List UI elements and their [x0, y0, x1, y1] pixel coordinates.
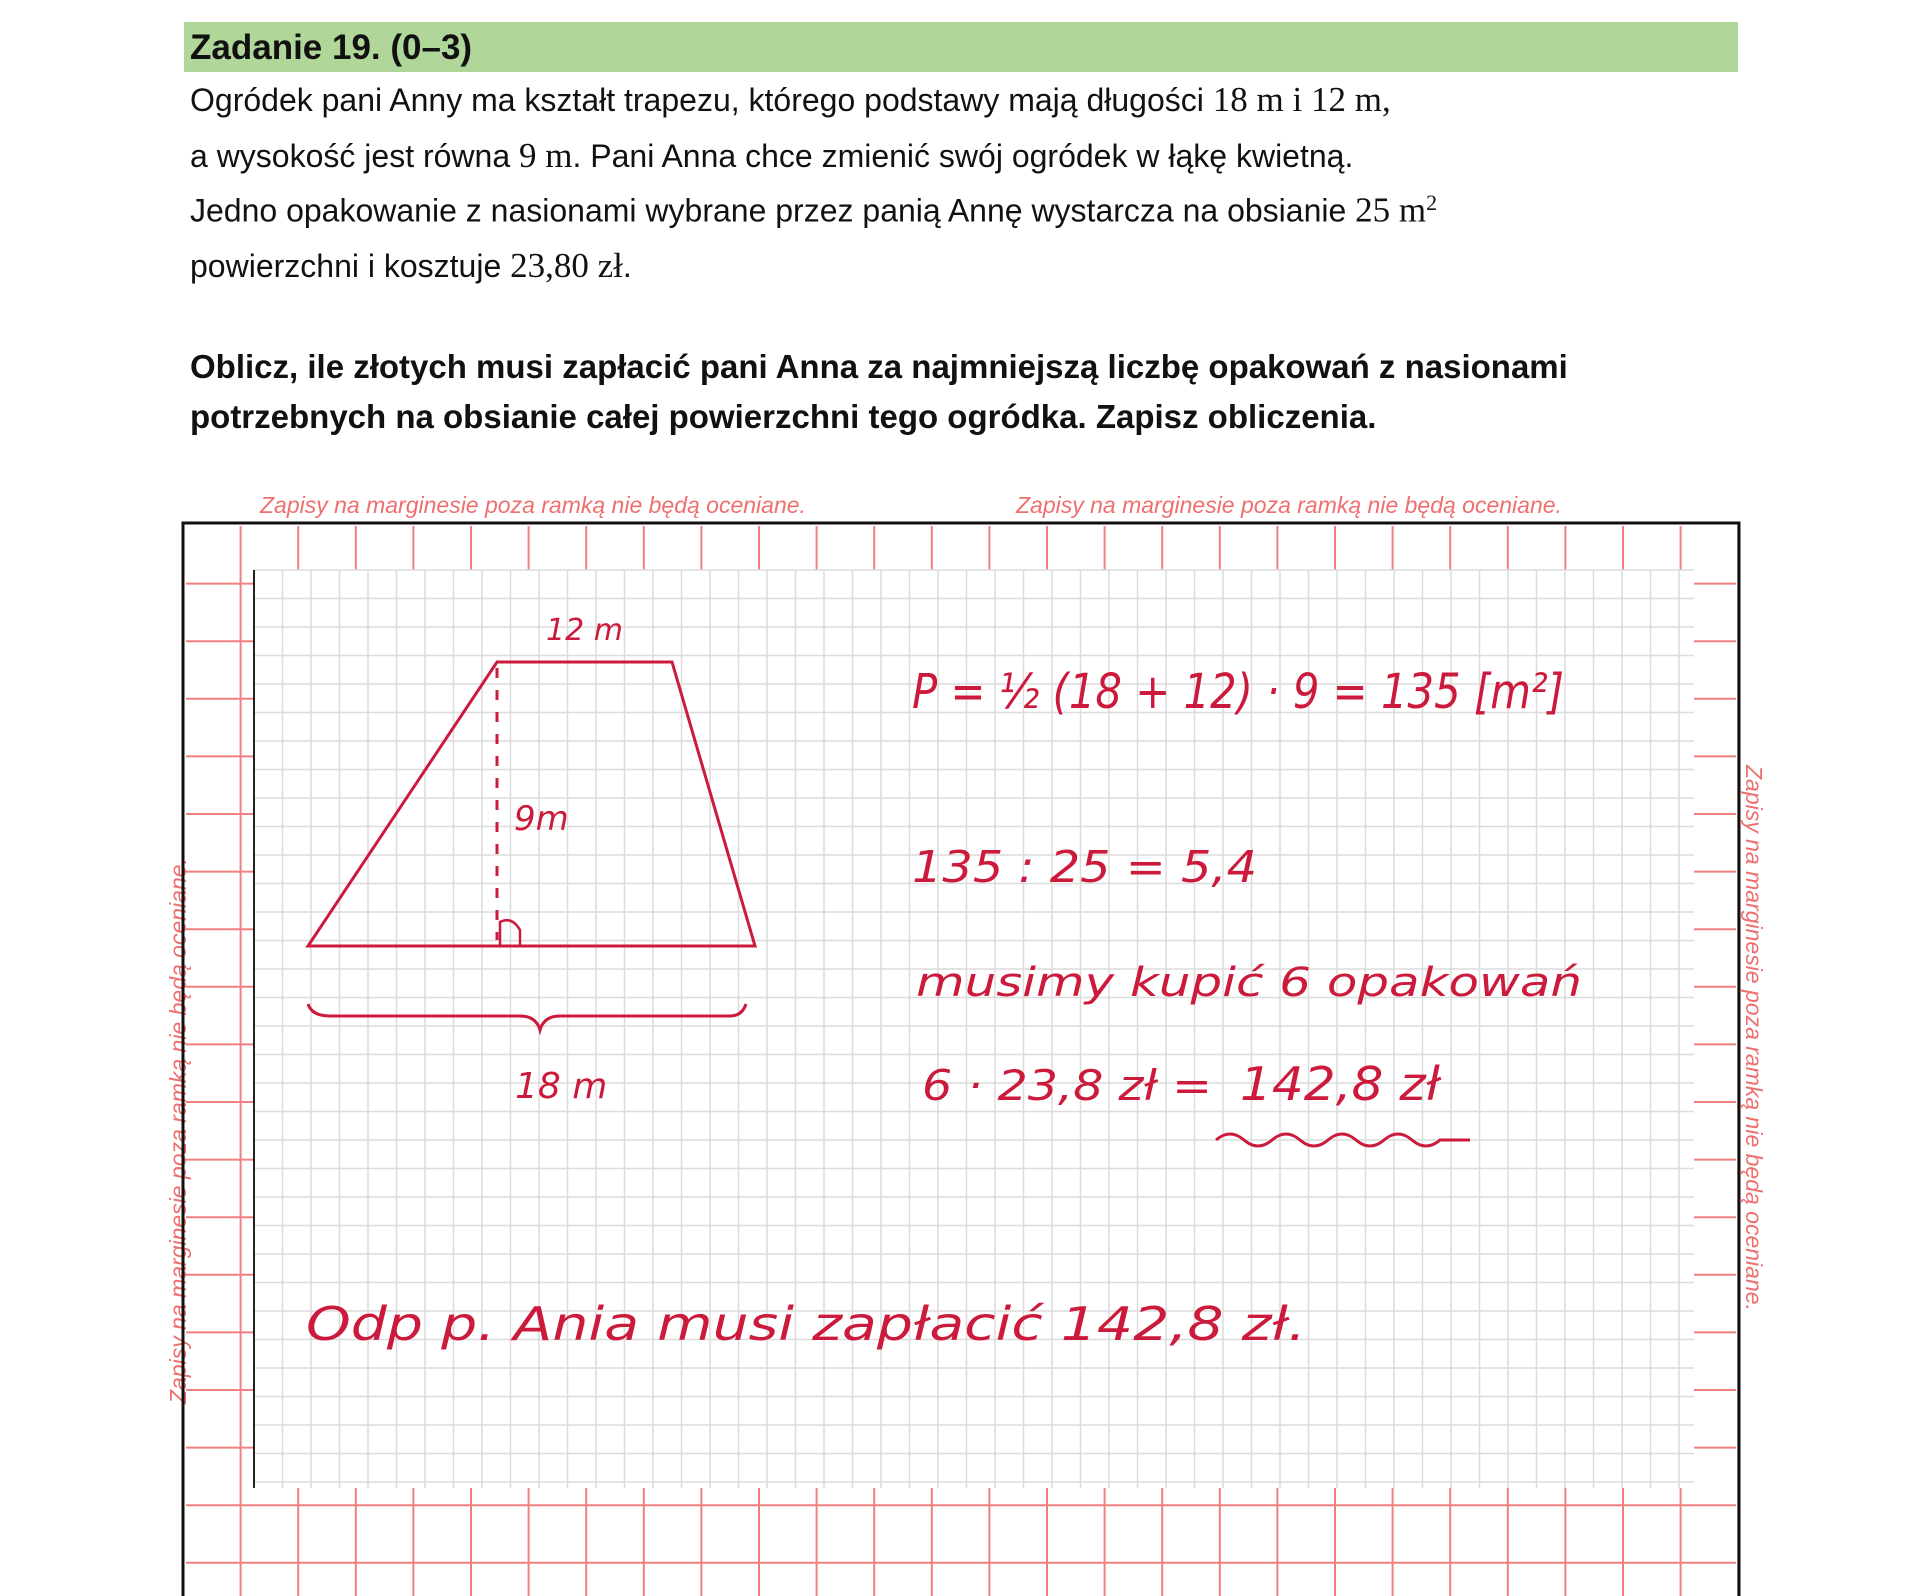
instruction-line-2: potrzebnych na obsianie całej powierzchni tego ogródka. Zapisz obliczenia. — [190, 398, 1377, 435]
margin-note-top-right: Zapisy na marginesie poza ramką nie będą oceniane. — [1016, 492, 1562, 518]
task-title: Zadanie 19. (0–3) — [190, 28, 473, 67]
division-calculation: 135 : 25 = 5,4 — [912, 842, 1257, 893]
margin-note-right: Zapisy na marginesie poza ramką nie będą oceniane. — [1741, 765, 1767, 1311]
margin-note-left: Zapisy na marginesie poza ramką nie będą oceniane. — [165, 858, 191, 1404]
label-top-base: 12 m — [546, 613, 623, 648]
area-calculation: P = ½ (18 + 12) · 9 = 135 [m²] — [912, 664, 1564, 720]
instruction-line-1: Oblicz, ile złotych musi zapłacić pani Anna za najmniejszą liczbę opakowań z nasionami — [190, 348, 1568, 385]
packages-note: musimy kupić 6 opakowań — [916, 960, 1582, 1006]
task-text-line-1: Ogródek pani Anny ma kształt trapezu, którego podstawy mają długości 18 m i 12 m, — [190, 80, 1391, 119]
margin-note-top-left: Zapisy na marginesie poza ramką nie będą oceniane. — [260, 492, 806, 518]
cost-result: 142,8 zł — [1240, 1057, 1442, 1111]
task-text-line-4: powierzchni i kosztuje 23,80 zł. — [190, 246, 632, 285]
task-text-line-2: a wysokość jest równa 9 m. Pani Anna chce zmienić swój ogródek w łąkę kwietną. — [190, 136, 1354, 175]
task-text-line-3: Jedno opakowanie z nasionami wybrane przez panią Annę wystarcza na obsianie 25 $m^2$ — [190, 190, 1438, 230]
answer-sentence: Odp p. Ania musi zapłacić 142,8 zł. — [306, 1297, 1306, 1351]
label-bottom-base: 18 m — [515, 1066, 608, 1107]
label-height: 9m — [514, 799, 569, 839]
cost-calculation: 6 · 23,8 zł = — [922, 1061, 1212, 1110]
